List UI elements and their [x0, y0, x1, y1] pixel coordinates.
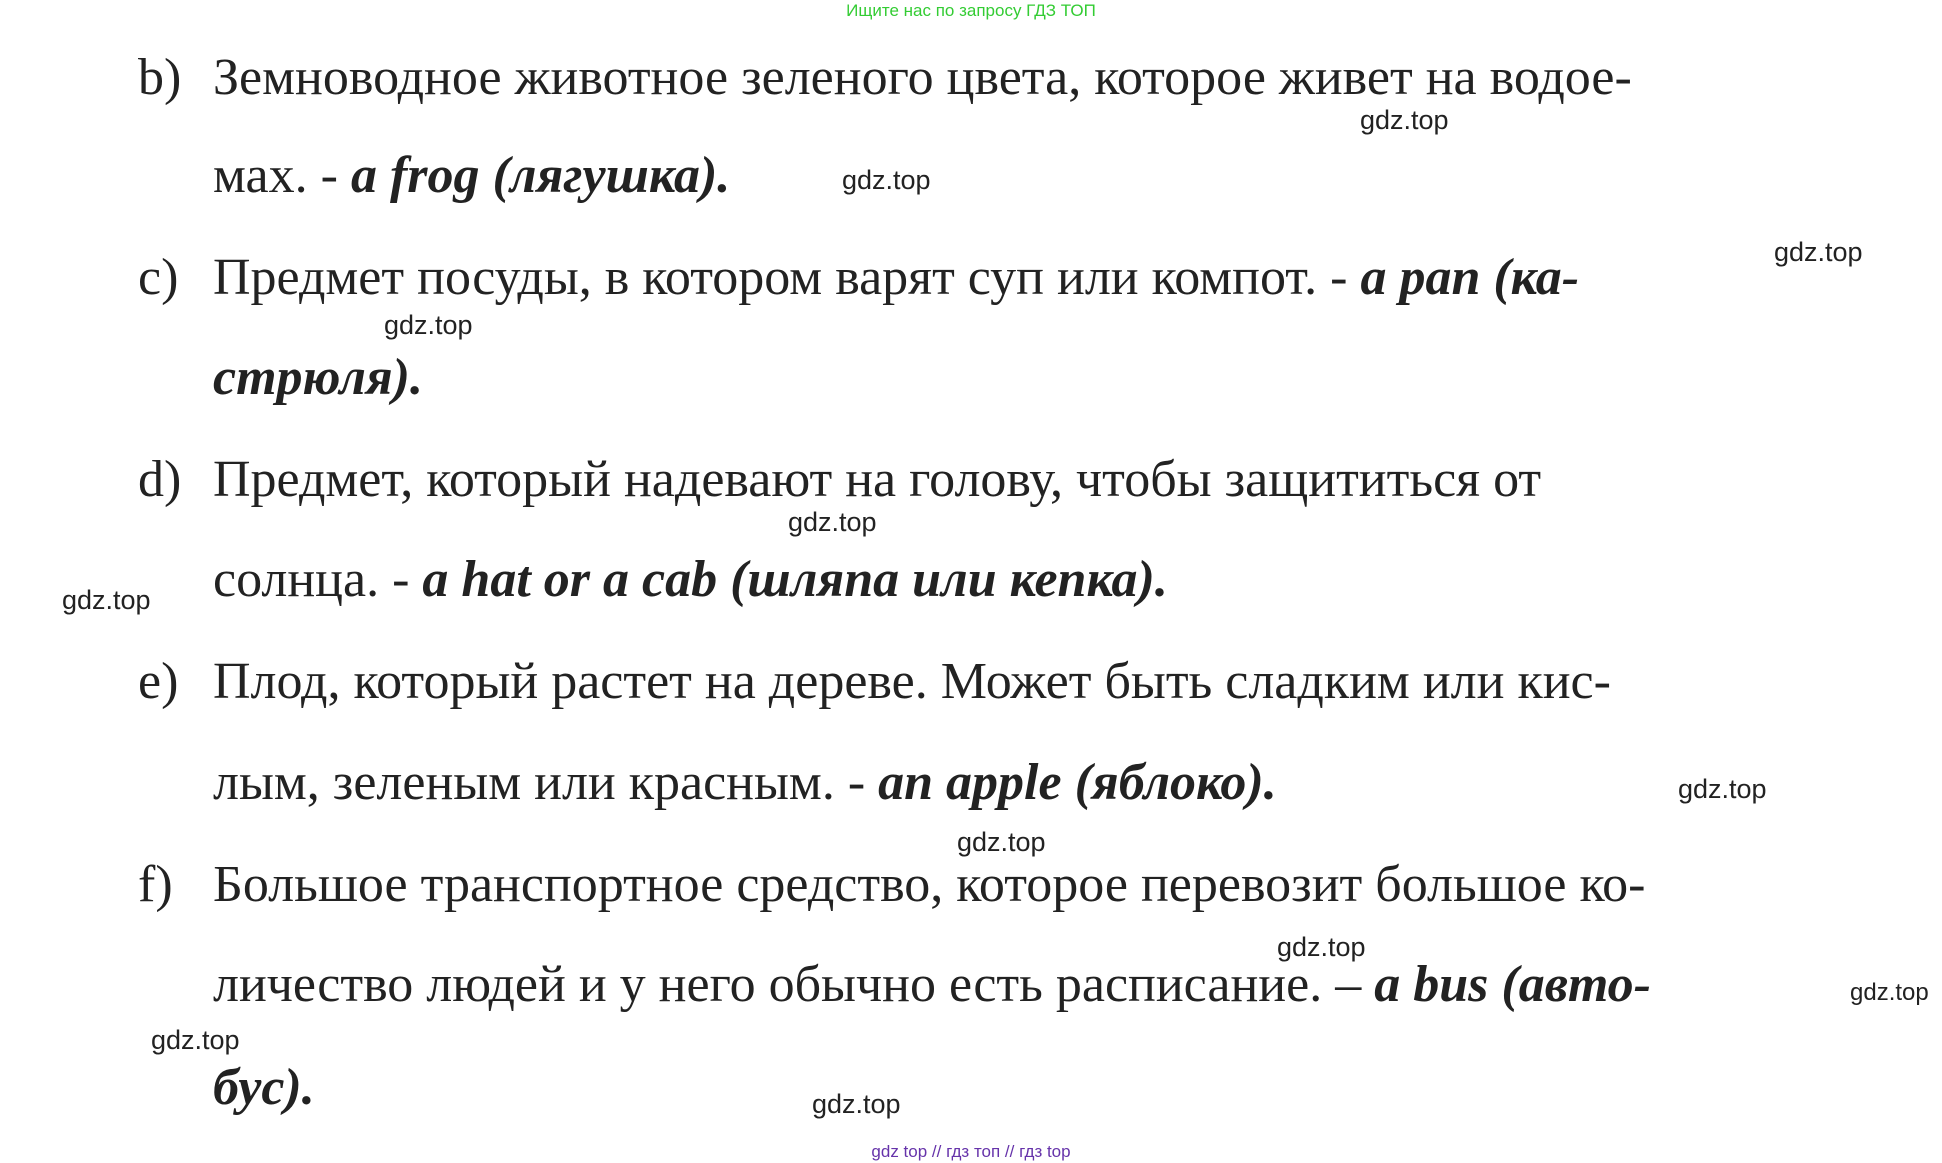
answer-text: бус). — [213, 1059, 315, 1116]
watermark: gdz.top — [1360, 105, 1449, 135]
question-text: солнца. - — [213, 551, 423, 608]
question-line — [213, 348, 423, 408]
footer: gdz top // гдз топ // гдз top — [871, 1142, 1071, 1161]
question-line — [213, 550, 1168, 610]
watermark: gdz.top — [812, 1089, 901, 1119]
item-label-c: c) — [138, 249, 179, 306]
question-text: Предмет посуды, в котором варят суп или компот. - — [213, 249, 1361, 306]
answer-text: a pan (ка- — [1360, 249, 1580, 306]
answer-text: a bus (авто- — [1374, 956, 1652, 1013]
question-line — [213, 955, 1651, 1015]
question-line — [213, 450, 1541, 510]
question-line — [213, 652, 1611, 712]
watermark: gdz.top — [1678, 774, 1767, 804]
watermark: gdz.top — [62, 585, 151, 615]
question-line — [213, 248, 1579, 308]
watermark: gdz.top — [1850, 979, 1929, 1006]
item-label-f: f) — [138, 856, 173, 913]
item-label-b: b) — [138, 49, 182, 106]
question-text: Земноводное животное зеленого цвета, которое живет на водое- — [213, 49, 1632, 106]
watermark: gdz.top — [788, 507, 877, 537]
watermark: gdz.top — [842, 165, 931, 195]
question-line — [213, 48, 1632, 108]
watermark: gdz.top — [1774, 237, 1863, 267]
question-text: Предмет, который надевают на голову, чтобы защититься от — [213, 451, 1542, 508]
watermark: gdz.top — [1277, 932, 1366, 962]
question-text: Плод, который растет на дереве. Может быть сладким или кис- — [213, 653, 1611, 710]
question-line — [213, 146, 730, 206]
question-line — [213, 1058, 315, 1118]
answer-text: a hat or a cab (шляпа или кепка). — [422, 551, 1168, 608]
question-text: мах. - — [213, 147, 351, 204]
answer-text: стрюля). — [213, 349, 423, 406]
question-text: Большое транспортное средство, которое перевозит большое ко- — [213, 856, 1646, 913]
item-label-e: e) — [138, 653, 179, 710]
watermark: gdz.top — [151, 1025, 240, 1055]
question-text: лым, зеленым или красным. - — [213, 754, 879, 811]
top-banner: Ищите нас по запросу ГДЗ ТОП — [846, 1, 1096, 20]
watermark: gdz.top — [384, 310, 473, 340]
item-label-d: d) — [138, 451, 182, 508]
watermark: gdz.top — [957, 827, 1046, 857]
answer-text: a frog (лягушка). — [350, 147, 731, 204]
question-text: личество людей и у него обычно есть расписание. – — [213, 956, 1375, 1013]
question-line — [213, 753, 1277, 813]
question-line — [213, 855, 1645, 915]
answer-text: an apple (яблоко). — [878, 754, 1277, 811]
